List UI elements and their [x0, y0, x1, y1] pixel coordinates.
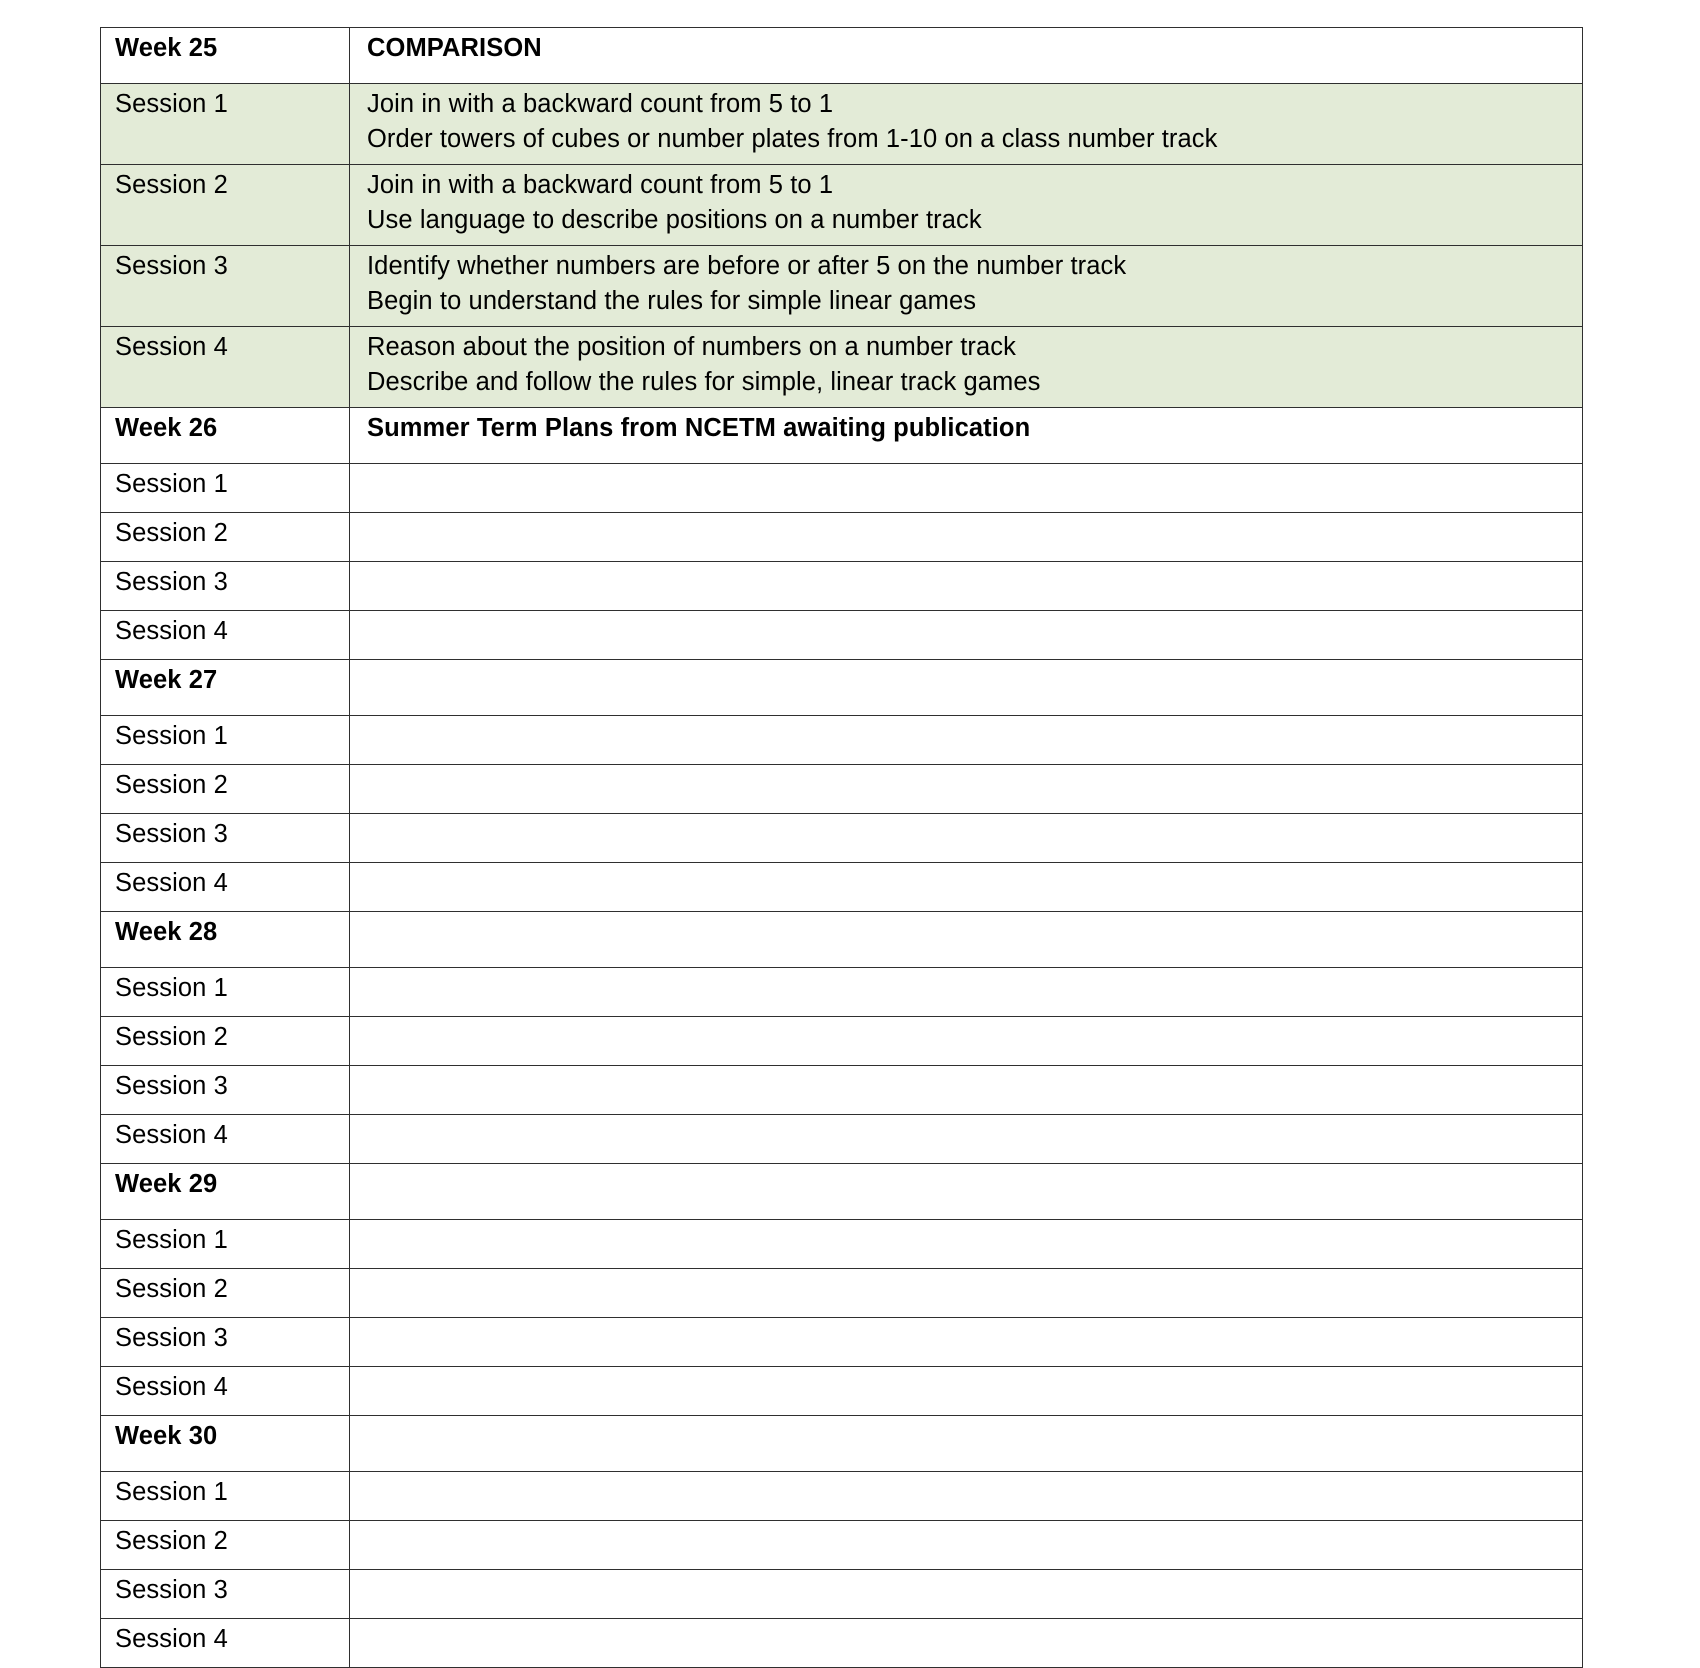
session-objectives-cell [350, 1318, 1583, 1367]
session-label-cell [101, 968, 350, 1017]
session-objectives [350, 1220, 1582, 1268]
week-theme-label [350, 660, 1582, 715]
session-row [101, 1066, 1583, 1115]
session-row [101, 246, 1583, 327]
week-label: Week 28 [115, 918, 218, 946]
week-label: Week 30 [115, 1422, 218, 1450]
session-objectives-cell [350, 1017, 1583, 1066]
session-label-cell [101, 1472, 350, 1521]
week-header-row [101, 1164, 1583, 1220]
session-label: Session 2 [115, 1527, 228, 1555]
session-objectives [350, 611, 1582, 659]
week-theme-label [350, 1164, 1582, 1219]
session-objectives-cell [350, 1472, 1583, 1521]
session-objectives-cell [350, 327, 1583, 408]
session-row [101, 611, 1583, 660]
week-theme-cell [350, 1416, 1583, 1472]
week-label: Week 26 [115, 414, 218, 442]
session-label-cell [101, 165, 350, 246]
session-objectives-cell [350, 1220, 1583, 1269]
session-row [101, 1570, 1583, 1619]
session-objectives-cell [350, 1619, 1583, 1668]
session-label-cell [101, 1367, 350, 1416]
session-label: Session 4 [115, 869, 228, 897]
session-row [101, 1472, 1583, 1521]
week-label-cell [101, 660, 350, 716]
week-header-row [101, 912, 1583, 968]
session-objectives-cell [350, 1521, 1583, 1570]
session-label-cell [101, 1521, 350, 1570]
session-objectives-cell [350, 716, 1583, 765]
session-objectives [350, 84, 1582, 164]
week-header-row [101, 28, 1583, 84]
session-label: Session 3 [115, 568, 228, 596]
session-row [101, 863, 1583, 912]
session-row [101, 1619, 1583, 1668]
session-objectives [350, 562, 1582, 610]
session-label-cell [101, 814, 350, 863]
session-objectives-cell [350, 562, 1583, 611]
week-label-cell [101, 408, 350, 464]
session-objectives [350, 1318, 1582, 1366]
session-objectives-cell [350, 84, 1583, 165]
session-label: Session 3 [115, 1072, 228, 1100]
session-objective-line: Identify whether numbers are before or after 5 on the number track [367, 252, 1127, 280]
week-header-row [101, 1416, 1583, 1472]
session-objectives-cell [350, 968, 1583, 1017]
session-objectives [350, 814, 1582, 862]
session-row [101, 968, 1583, 1017]
session-objectives [350, 464, 1582, 512]
week-theme-label [350, 1416, 1582, 1471]
week-label: Week 25 [115, 34, 218, 62]
session-objectives [350, 513, 1582, 561]
session-label: Session 2 [115, 771, 228, 799]
week-theme-label [350, 912, 1582, 967]
session-objective-line: Use language to describe positions on a number track [367, 206, 982, 235]
session-objectives [350, 1521, 1582, 1569]
session-row [101, 84, 1583, 165]
week-label: Week 29 [115, 1170, 218, 1198]
session-label: Session 4 [115, 617, 228, 645]
session-row [101, 1115, 1583, 1164]
session-label: Session 4 [115, 333, 228, 361]
session-label-cell [101, 1220, 350, 1269]
session-label-cell [101, 716, 350, 765]
session-objective-line: Reason about the position of numbers on a number track [367, 333, 1016, 361]
week-theme-label: COMPARISON [367, 34, 542, 62]
session-label: Session 1 [115, 974, 228, 1002]
session-label: Session 2 [115, 171, 228, 199]
session-objectives-cell [350, 513, 1583, 562]
session-label: Session 4 [115, 1121, 228, 1149]
session-label-cell [101, 84, 350, 165]
session-label: Session 1 [115, 722, 228, 750]
session-label-cell [101, 1017, 350, 1066]
session-row [101, 165, 1583, 246]
session-objectives-cell [350, 165, 1583, 246]
week-label-cell [101, 912, 350, 968]
session-label-cell [101, 765, 350, 814]
session-objectives-cell [350, 611, 1583, 660]
week-header-row [101, 660, 1583, 716]
session-objectives [350, 968, 1582, 1016]
session-objectives [350, 863, 1582, 911]
session-objectives [350, 1269, 1582, 1317]
session-objectives [350, 1472, 1582, 1520]
session-label: Session 3 [115, 820, 228, 848]
session-row [101, 1318, 1583, 1367]
session-label-cell [101, 1115, 350, 1164]
session-label-cell [101, 562, 350, 611]
session-label-cell [101, 1269, 350, 1318]
session-objectives-cell [350, 863, 1583, 912]
session-row [101, 1367, 1583, 1416]
session-objectives [350, 765, 1582, 813]
session-label-cell [101, 1619, 350, 1668]
session-objectives [350, 327, 1582, 407]
session-label: Session 3 [115, 1576, 228, 1604]
session-label: Session 4 [115, 1373, 228, 1401]
table-body [101, 28, 1583, 1668]
session-objectives-cell [350, 1066, 1583, 1115]
session-row [101, 1017, 1583, 1066]
session-label: Session 2 [115, 1275, 228, 1303]
session-objectives [350, 1367, 1582, 1415]
week-label-cell [101, 1164, 350, 1220]
session-row [101, 814, 1583, 863]
session-objectives-cell [350, 814, 1583, 863]
session-objectives-cell [350, 765, 1583, 814]
session-objectives [350, 246, 1582, 326]
session-row [101, 464, 1583, 513]
week-label: Week 27 [115, 666, 218, 694]
session-objectives-cell [350, 1115, 1583, 1164]
session-label: Session 2 [115, 519, 228, 547]
session-row [101, 765, 1583, 814]
session-row [101, 1220, 1583, 1269]
session-label-cell [101, 327, 350, 408]
session-objective-line: Begin to understand the rules for simple linear games [367, 287, 977, 316]
week-theme-cell [350, 912, 1583, 968]
session-objectives-cell [350, 464, 1583, 513]
session-label: Session 3 [115, 1324, 228, 1352]
session-label-cell [101, 1570, 350, 1619]
session-objectives [350, 165, 1582, 245]
session-row [101, 562, 1583, 611]
week-label-cell [101, 1416, 350, 1472]
session-label: Session 4 [115, 1625, 228, 1653]
session-label-cell [101, 1066, 350, 1115]
session-label-cell [101, 611, 350, 660]
session-label-cell [101, 863, 350, 912]
session-label: Session 2 [115, 1023, 228, 1051]
session-objectives-cell [350, 1269, 1583, 1318]
session-objective-line: Describe and follow the rules for simple, linear track games [367, 368, 1041, 397]
session-label: Session 1 [115, 1226, 228, 1254]
week-theme-label: Summer Term Plans from NCETM awaiting publication [367, 414, 1031, 442]
session-objectives-cell [350, 246, 1583, 327]
session-objectives [350, 1066, 1582, 1114]
session-objectives [350, 1570, 1582, 1618]
session-objectives-cell [350, 1367, 1583, 1416]
session-objectives [350, 1017, 1582, 1065]
week-theme-cell [350, 408, 1583, 464]
week-theme-cell [350, 28, 1583, 84]
week-header-row [101, 408, 1583, 464]
session-row [101, 716, 1583, 765]
session-objective-line: Join in with a backward count from 5 to 1 [367, 171, 834, 199]
session-label: Session 1 [115, 470, 228, 498]
week-theme-cell [350, 660, 1583, 716]
session-row [101, 1269, 1583, 1318]
session-objectives-cell [350, 1570, 1583, 1619]
session-label-cell [101, 1318, 350, 1367]
session-row [101, 1521, 1583, 1570]
session-objective-line: Join in with a backward count from 5 to 1 [367, 90, 834, 118]
session-label-cell [101, 246, 350, 327]
session-label: Session 3 [115, 252, 228, 280]
session-label-cell [101, 513, 350, 562]
session-label-cell [101, 464, 350, 513]
session-row [101, 513, 1583, 562]
curriculum-plan-table [100, 27, 1583, 1668]
week-label-cell [101, 28, 350, 84]
session-label: Session 1 [115, 90, 228, 118]
session-objective-line: Order towers of cubes or number plates from 1-10 on a class number track [367, 125, 1218, 154]
session-objectives [350, 1619, 1582, 1667]
session-row [101, 327, 1583, 408]
session-label: Session 1 [115, 1478, 228, 1506]
session-objectives [350, 716, 1582, 764]
week-theme-cell [350, 1164, 1583, 1220]
session-objectives [350, 1115, 1582, 1163]
